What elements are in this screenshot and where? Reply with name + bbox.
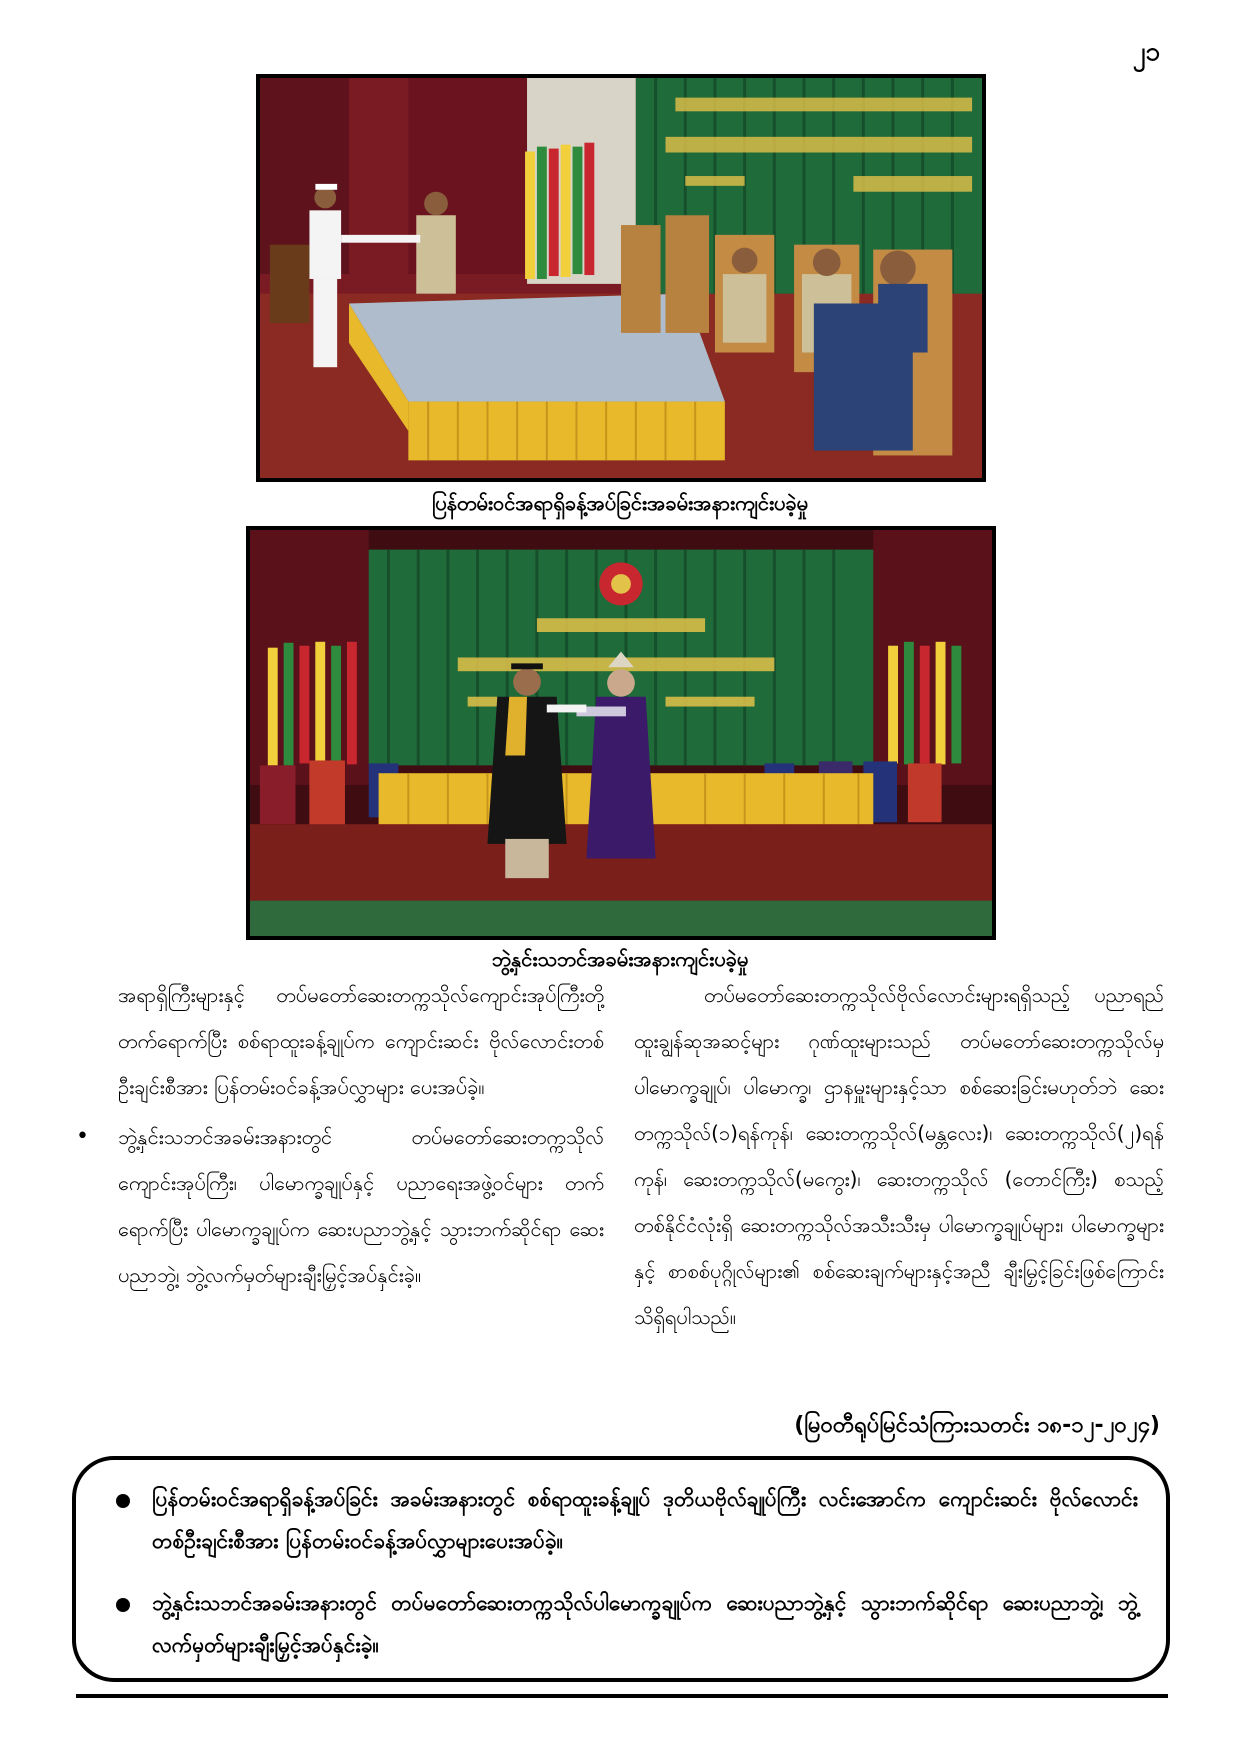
left-column bbox=[118, 972, 604, 1298]
bottom-divider bbox=[76, 1694, 1168, 1698]
bottom-photo-caption: ဘွဲ့နှင်းသဘင်အခမ်းအနားကျင်းပခဲ့မှု bbox=[491, 947, 749, 971]
left-bullet-paragraph: • ဘွဲ့နှင်းသဘင်အခမ်းအနားတွင် တပ်မတော်ဆေးတက္ကသိုလ်ကျောင်းအုပ်ကြီး၊ ပါမောက္ခချုပ်နှင့် ပညာရေးအဖွဲ့ဝင်များ တက်ရောက်ပြီး ပါမောက္ခချုပ်က ဆေးပညာဘွဲ့နှင့် သွားဘက်ဆိုင်ရာ ဆေးပညာဘွဲ့၊ ဘွဲ့လက်မှတ်များချီးမြှင့်အပ်နှင်းခဲ့။ bbox=[76, 1114, 604, 1298]
summary-item bbox=[102, 1582, 1138, 1666]
graduation-ceremony-photo bbox=[246, 526, 996, 940]
page-number: ၂၁ bbox=[1132, 37, 1160, 67]
summary-item-text: ဘွဲ့နှင်းသဘင်အခမ်းအနားတွင် တပ်မတော်ဆေးတက္ကသိုလ်ပါမောက္ခချုပ်က ဆေးပညာဘွဲ့နှင့် သွားဘက်ဆိုင်ရာ ဆေးပညာဘွဲ့၊ ဘွဲ့လက်မှတ်များချီးမြှင့်အပ်နှင်းခဲ့။ bbox=[152, 1591, 1138, 1657]
right-column bbox=[634, 972, 1164, 1340]
bullet-icon bbox=[116, 1598, 130, 1612]
summary-box bbox=[72, 1456, 1170, 1682]
commissioning-ceremony-photo bbox=[256, 74, 986, 482]
news-source-line: (မြဝတီရုပ်မြင်သံကြားသတင်း ၁၈-၁၂-၂၀၂၄) bbox=[794, 1413, 1160, 1438]
right-paragraph-1: တပ်မတော်ဆေးတက္ကသိုလ်ဗိုလ်လောင်းများရရှိသည့် ပညာရည်ထူးချွန်ဆုအဆင့်များ ဂုဏ်ထူးများသည် တပ်မတော်ဆေးတက္ကသိုလ်မှ ပါမောက္ခချုပ်၊ ပါမောက္ခ၊ ဌာနမှူးများနှင့်သာ စစ်ဆေးခြင်းမဟုတ်ဘဲ ဆေးတက္ကသိုလ်(၁)ရန်ကုန်၊ ဆေးတက္ကသိုလ်(မန္တလေး)၊ ဆေးတက္ကသိုလ်(၂)ရန်ကုန်၊ ဆေးတက္ကသိုလ်(မကွေး)၊ ဆေးတက္ကသိုလ် (တောင်ကြီး) စသည့် တစ်နိုင်ငံလုံးရှိ ဆေးတက္ကသိုလ်အသီးသီးမှ ပါမောက္ခချုပ်များ၊ ပါမောက္ခများနှင့် စာစစ်ပုဂ္ဂိုလ်များ၏ စစ်ဆေးချက်များနှင့်အညီ ချီးမြှင့်ခြင်းဖြစ်ကြောင်း သိရှိရပါသည်။ bbox=[634, 983, 1164, 1329]
summary-item-text: ပြန်တမ်းဝင်အရာရှိခန့်အပ်ခြင်း အခမ်းအနားတွင် စစ်ရာထူးခန့်ချုပ် ဒုတိယဗိုလ်ချုပ်ကြီး လင်းအောင်က ကျောင်းဆင်း ဗိုလ်လောင်းတစ်ဦးချင်းစီအား ပြန်တမ်းဝင်ခန့်အပ်လွှာများပေးအပ်ခဲ့။ bbox=[152, 1487, 1138, 1553]
top-photo-caption: ပြန်တမ်းဝင်အရာရှိခန့်အပ်ခြင်းအခမ်းအနားကျင်းပခဲ့မှု bbox=[431, 491, 809, 515]
bullet-icon bbox=[116, 1494, 130, 1508]
left-paragraph-1: အရာရှိကြီးများနှင့် တပ်မတော်ဆေးတက္ကသိုလ်ကျောင်းအုပ်ကြီးတို့ တက်ရောက်ပြီး စစ်ရာထူးခန့်ချုပ်က ကျောင်းဆင်း ဗိုလ်လောင်းတစ်ဦးချင်းစီအား ပြန်တမ်းဝင်ခန့်အပ်လွှာများ ပေးအပ်ခဲ့။ bbox=[118, 983, 604, 1099]
summary-item bbox=[102, 1478, 1138, 1562]
